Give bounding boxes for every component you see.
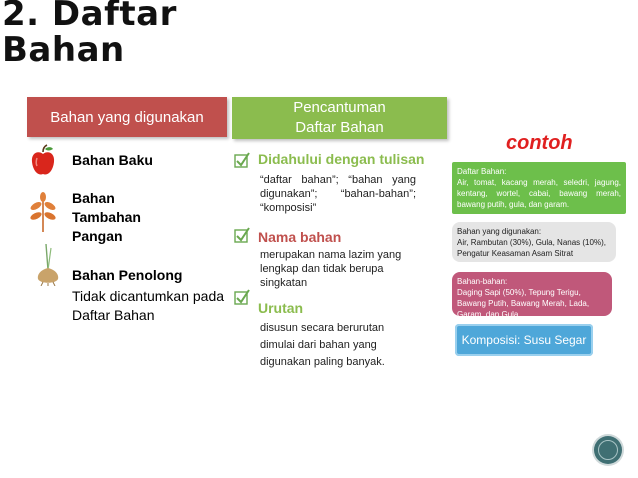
right-header-line1: Pencantuman xyxy=(293,99,386,116)
btp-line1: Bahan xyxy=(72,190,115,206)
slide-title xyxy=(2,0,177,68)
checkbox-check-icon xyxy=(234,289,250,305)
s1-line1: “daftar bahan”; “bahan yang xyxy=(260,174,416,186)
note-line1: Tidak dicantumkan pada xyxy=(72,288,225,304)
left-header-label: Bahan yang digunakan xyxy=(50,108,204,126)
checkbox-check-icon xyxy=(234,152,250,168)
section-didahului-title: Didahului dengan tulisan xyxy=(258,151,425,167)
apple-icon xyxy=(30,144,56,178)
s2-line2: lengkap dan tidak berupa xyxy=(260,263,384,275)
s2-line1: merupakan nama lazim yang xyxy=(260,249,402,261)
example-green-body: Air, tomat, kacang merah, seledri, jagung, kentang, wortel, cabai, bawang merah, bawang putih, gula, dan garam. xyxy=(457,178,621,209)
example-blue-text: Komposisi: Susu Segar xyxy=(461,333,587,347)
btp-line3: Pangan xyxy=(72,228,123,244)
section-didahului-text xyxy=(260,173,416,215)
example-pink-heading: Bahan-bahan: xyxy=(457,277,508,286)
checkbox-check-icon xyxy=(234,227,250,243)
example-gray-heading: Bahan yang digunakan: xyxy=(457,227,542,236)
left-column-header xyxy=(27,97,227,137)
s3-line2: dimulai dari bahan yang xyxy=(260,339,377,351)
leaf-branch-icon xyxy=(30,192,56,232)
example-bahan-digunakan xyxy=(452,222,616,262)
bahan-tambahan-pangan-label xyxy=(72,189,141,246)
s3-line1: disusun secara berurutan xyxy=(260,322,385,334)
section-urutan-title: Urutan xyxy=(258,300,304,316)
bahan-penolong-label: Bahan Penolong xyxy=(72,267,183,283)
right-column-header xyxy=(232,97,447,139)
s3-line3: digunakan paling banyak. xyxy=(260,356,385,368)
note-line2: Daftar Bahan xyxy=(72,307,155,323)
slide-nav-button[interactable] xyxy=(594,436,622,464)
example-daftar-bahan xyxy=(452,162,626,214)
contoh-label: contoh xyxy=(506,132,573,154)
example-komposisi xyxy=(455,324,593,356)
example-green-heading: Daftar Bahan: xyxy=(457,167,507,176)
slide-title-line1: 2. Daftar xyxy=(2,0,177,34)
example-gray-body: Air, Rambutan (30%), Gula, Nanas (10%), Pengatur Keasaman Asam Sitrat xyxy=(457,238,606,258)
right-header-line2: Daftar Bahan xyxy=(295,119,384,136)
example-pink-body: Daging Sapi (50%), Tepung Terigu, Bawang Putih, Bawang Merah, Lada, Garam, dan Gula. xyxy=(457,288,590,319)
onion-bulb-icon xyxy=(34,242,62,286)
s1-line3: “komposisi” xyxy=(260,202,317,214)
section-urutan-text xyxy=(260,320,385,371)
slide-title-line2: Bahan xyxy=(2,30,125,70)
bahan-baku-label: Bahan Baku xyxy=(72,152,153,168)
bahan-penolong-note xyxy=(72,287,224,325)
s1-line2: digunakan”; “bahan-bahan”; xyxy=(260,188,416,200)
section-nama-bahan-title: Nama bahan xyxy=(258,229,342,245)
nav-ring-icon xyxy=(598,440,618,460)
section-nama-bahan-text xyxy=(260,248,401,290)
s2-line3: singkatan xyxy=(260,277,308,289)
btp-line2: Tambahan xyxy=(72,209,141,225)
example-bahan-bahan xyxy=(452,272,612,319)
